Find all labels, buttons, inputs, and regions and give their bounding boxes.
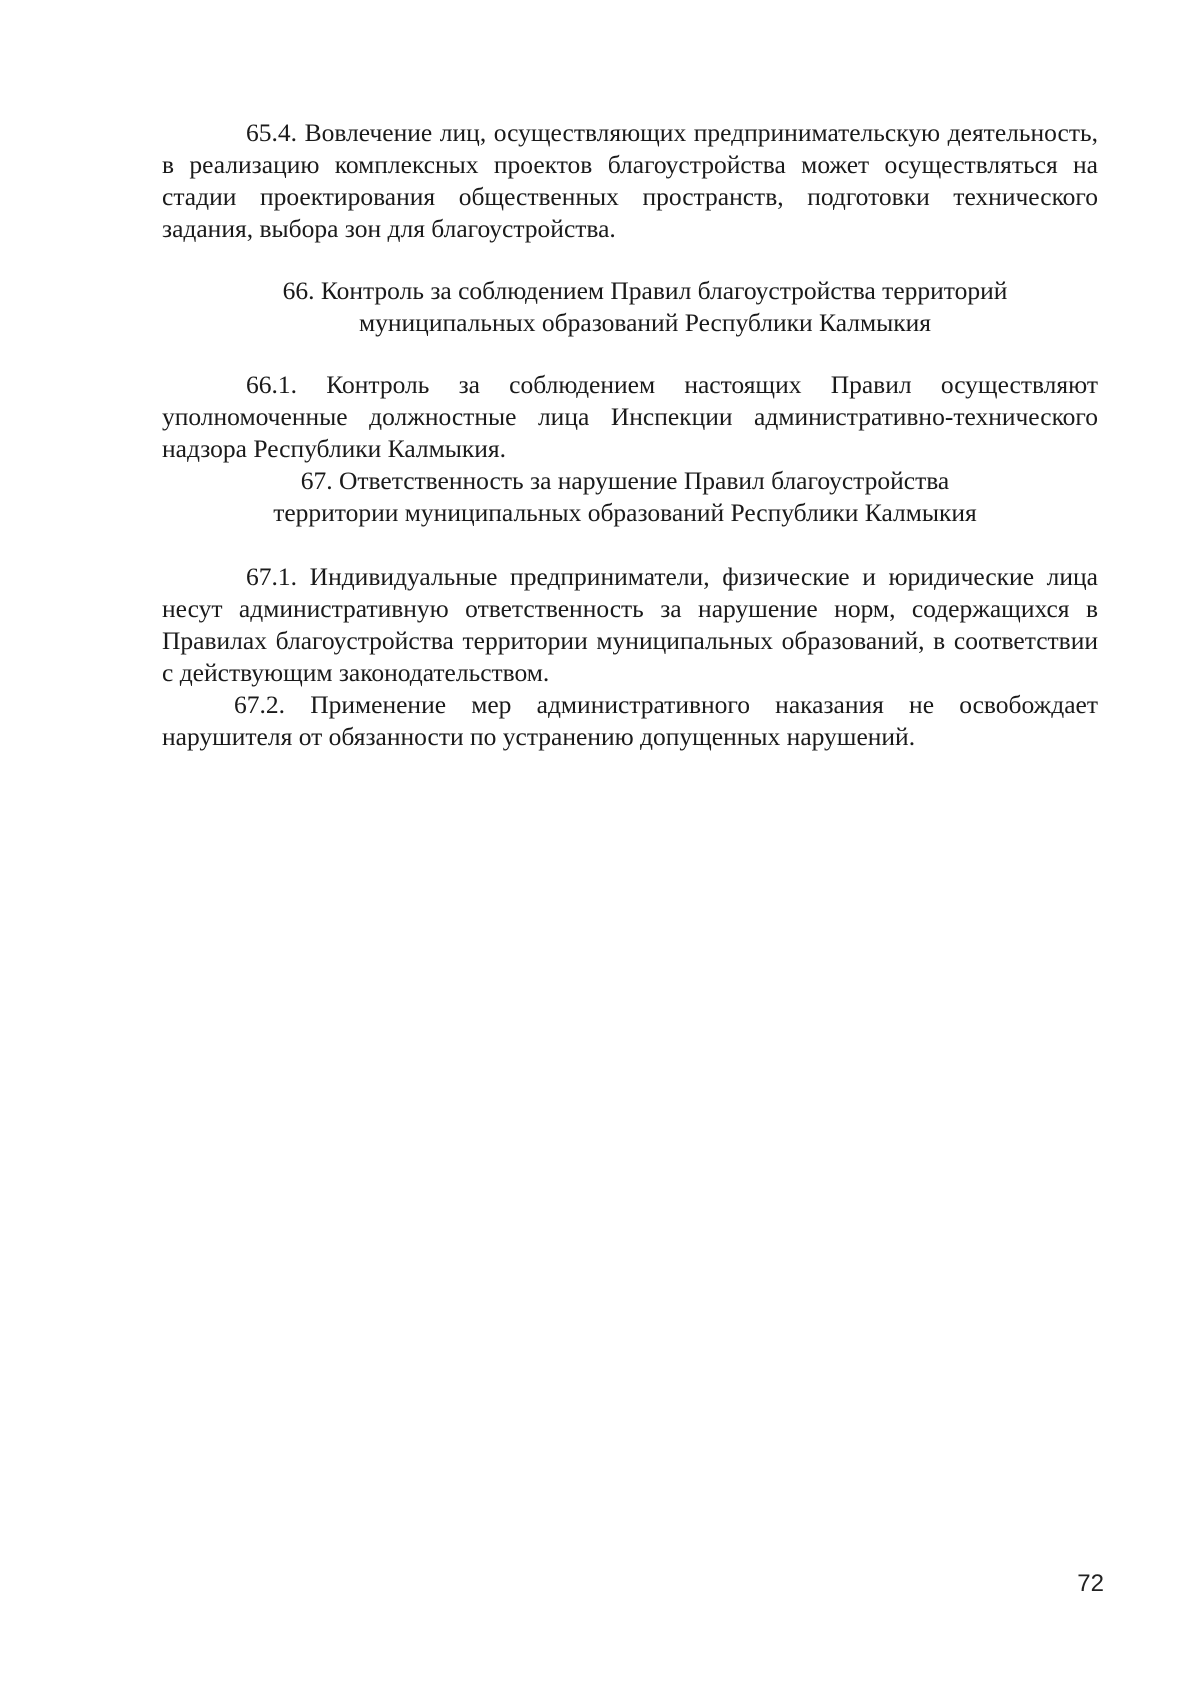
paragraph-67-2: 67.2. Применение мер административного наказания не освобождает нарушителя от обязанности по устранению допущенных нарушений. — [162, 690, 1098, 751]
section-heading-67-line2: территории муниципальных образований Республики Калмыкия — [273, 498, 977, 527]
section-heading-66-line2: муниципальных образований Республики Калмыкия — [359, 308, 931, 337]
paragraph-65-4: 65.4. Вовлечение лиц, осуществляющих предпринимательскую деятельность, в реализацию комплексных проектов благоустройства может осуществляться на стадии проектирования общественных пространств, подготовки технического задания, выбора зон для благоустройства. — [162, 118, 1098, 243]
paragraph-66-1: 66.1. Контроль за соблюдением настоящих Правил осуществляют уполномоченные должностные лица Инспекции административно-технического надзора Республики Калмыкия. — [162, 370, 1098, 463]
section-heading-66 — [162, 275, 1098, 339]
document-body — [162, 117, 1098, 753]
page-number: 72 — [1077, 1570, 1104, 1597]
section-heading-67 — [162, 465, 1098, 529]
section-heading-66-line1: 66. Контроль за соблюдением Правил благоустройства территорий — [282, 276, 1008, 305]
section-heading-67-line1: 67. Ответственность за нарушение Правил благоустройства — [300, 466, 950, 495]
paragraph-67-1: 67.1. Индивидуальные предприниматели, физические и юридические лица несут административную ответственность за нарушение норм, содержащихся в Правилах благоустройства территории муниципальных образований, в соответствии с действующим законодательством. — [162, 562, 1098, 687]
